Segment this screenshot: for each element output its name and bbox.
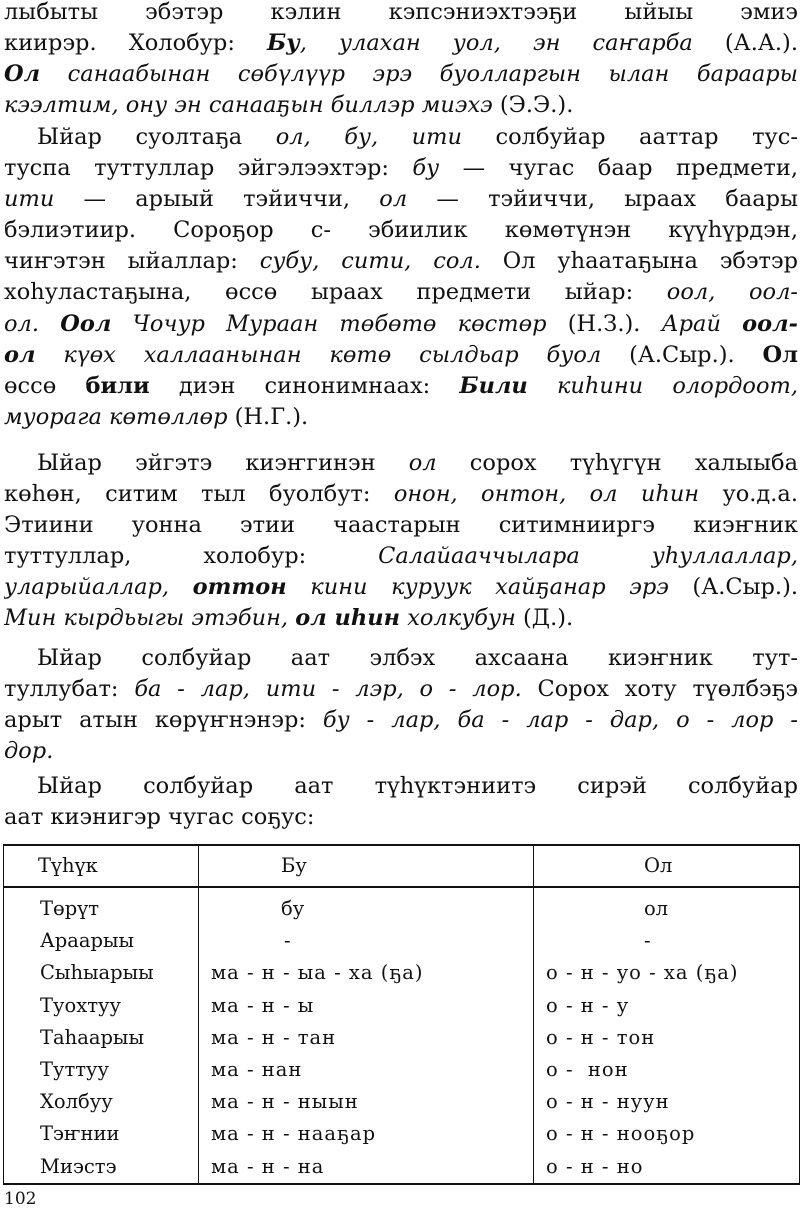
bu-form: ма - н - ныын — [199, 1086, 534, 1118]
paragraph-conjunction-usage — [4, 448, 798, 635]
case-name: Холбуу — [4, 1086, 199, 1118]
bu-form: ма - н - ы — [199, 990, 534, 1022]
column-header-case: Түһүк — [4, 845, 199, 887]
text-line: ол күөх халлаанынан көтө сылдьар буол (А.Сыр.). Ол — [4, 341, 798, 368]
table-row — [4, 957, 800, 989]
table-row — [4, 1151, 800, 1184]
table-row — [4, 1022, 800, 1054]
table-row — [4, 1086, 800, 1118]
column-header-ol: Ол — [534, 845, 800, 887]
ol-form: о - н - нооҕор — [534, 1118, 800, 1150]
ol-form: о - н - нуун — [534, 1086, 800, 1118]
case-name: Араарыы — [4, 925, 199, 957]
declension-table — [3, 844, 800, 1185]
table-row — [4, 1054, 800, 1086]
text-line: аат киэнигэр чугас соҕус: — [4, 804, 315, 831]
case-name: Туохтуу — [4, 990, 199, 1022]
table-row — [4, 925, 800, 957]
case-name: Миэстэ — [4, 1151, 199, 1184]
text-line: туллубат: ба - лар, ити - лэр, о - лор. Сорох хоту түөлбэҕэ — [4, 676, 798, 703]
case-name: Таһаарыы — [4, 1022, 199, 1054]
table-header-row — [4, 845, 800, 887]
table-row — [4, 1118, 800, 1150]
bu-form: ма - н - тан — [199, 1022, 534, 1054]
text-line: Ыйар эйгэтэ киэҥгинэн ол сорох түһүгүн халыыба — [37, 450, 798, 476]
text-line: уларыйаллар, оттон кини куруук хайҕанар эрэ (А.Сыр.). — [4, 574, 798, 601]
case-name: Туттуу — [4, 1054, 199, 1086]
ol-form: о - н - у — [534, 990, 800, 1022]
text-line: Мин кырдьыгы этэбин, ол иһин холкубун (Д.). — [4, 605, 574, 632]
bu-form: ма - н - ыа - ха (ҕа) — [199, 957, 534, 989]
ol-form: о - н - уо - ха (ҕа) — [534, 957, 800, 989]
bu-form: - — [199, 925, 534, 957]
text-line: Ол санаабынан сөбүлүүр эрэ буолларгын ылан бараары — [4, 61, 798, 88]
case-name: Сыһыарыы — [4, 957, 199, 989]
text-line: хоһуластаҕына, өссө ыраах предмети ыйар: оол, оол- — [4, 279, 798, 306]
page-number: 102 — [4, 1189, 37, 1209]
column-header-bu: Бу — [199, 845, 534, 887]
text-line: Ыйар солбуйар аат элбэх ахсаана киэҥник тут- — [37, 645, 798, 671]
text-line: Ыйар суолтаҕа ол, бу, ити солбуйар ааттар тус- — [37, 124, 798, 150]
case-name: Төрүт — [4, 887, 199, 925]
text-line: лыбыты эбэтэр кэлин кэпсэниэхтээҕи ыйыы эмиэ — [4, 0, 798, 25]
paragraph-plural-forms — [4, 643, 798, 767]
text-line: чиҥэтэн ыйаллар: субу, сити, сол. Ол уһаатаҕына эбэтэр — [4, 248, 798, 275]
bu-form: ма - н - нааҕар — [199, 1118, 534, 1150]
paragraph-continuation — [4, 0, 798, 121]
text-line: муорага көтөллөр (Н.Г.). — [4, 403, 309, 430]
text-line: дор. — [4, 738, 54, 765]
ol-form: о - н - тон — [534, 1022, 800, 1054]
paragraph-declension-intro — [4, 771, 798, 833]
text-line: көһөн, ситим тыл буолбут: онон, онтон, ол иһин уо.д.а. — [4, 481, 798, 508]
text-line: бэлиэтиир. Сороҕор с- эбиилик көмөтүнэн күүһүрдэн, — [4, 217, 798, 244]
bu-form: ма - н - на — [199, 1151, 534, 1184]
ol-form: ол — [534, 887, 800, 925]
text-line: ол. Оол Чочур Мураан төбөтө көстөр (Н.З.). Арай оол- — [4, 310, 798, 337]
text-line: Ыйар солбуйар аат түһүктэниитэ сирэй солбуйар — [37, 773, 798, 799]
paragraph-demonstrative-usage — [4, 122, 798, 433]
text-line: Этиини уонна этии чаастарын ситимнииргэ киэҥник — [4, 512, 798, 539]
text-line: киирэр. Холобур: Бу, улахан уол, эн саҥарба (А.А.). — [4, 30, 798, 57]
table-row — [4, 990, 800, 1022]
table-row — [4, 887, 800, 925]
ol-form: - — [534, 925, 800, 957]
text-line: ити — арыый тэйиччи, ол — тэйиччи, ыраах баары — [4, 186, 798, 213]
text-line: арыт атын көрүҥнэнэр: бу - лар, ба - лар - дар, о - лор - — [4, 707, 798, 734]
case-name: Тэҥнии — [4, 1118, 199, 1150]
text-line: туттуллар, холобур: Салайааччылара уһуллаллар, — [4, 543, 798, 570]
ol-form: о - н - но — [534, 1151, 800, 1184]
bu-form: ма - нан — [199, 1054, 534, 1086]
bu-form: бу — [199, 887, 534, 925]
ol-form: о - нон — [534, 1054, 800, 1086]
text-line: туспа туттуллар эйгэлээхтэр: бу — чугас баар предмети, — [4, 155, 798, 182]
text-line: кээлтим, ону эн санааҕын биллэр миэхэ (Э.Э.). — [4, 92, 574, 119]
text-line: өссө били диэн синонимнаах: Били киһини олордоот, — [4, 372, 798, 399]
